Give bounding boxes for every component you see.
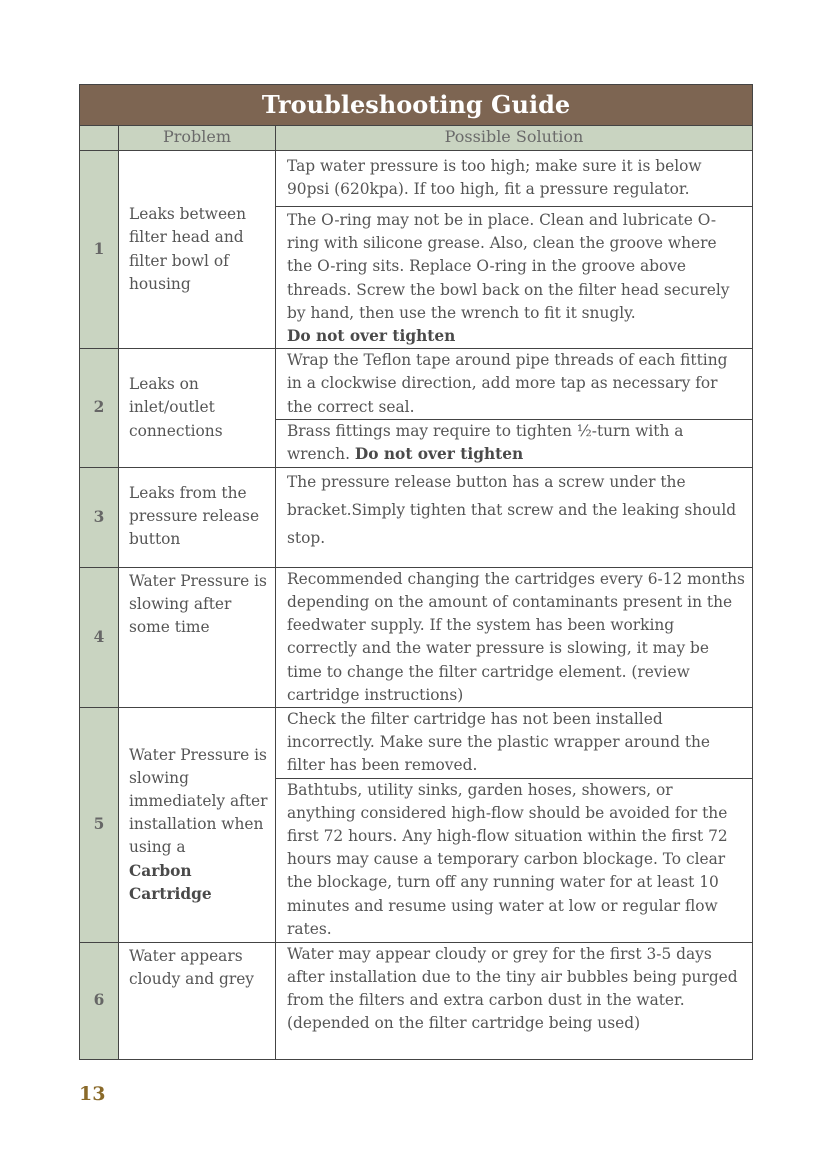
solution-cell — [276, 419, 753, 467]
warning-text: Do not over tighten — [354, 445, 524, 464]
problem-bold-text: Carbon Cartridge — [129, 861, 212, 903]
solution-cell: Wrap the Teflon tape around pipe threads of each fitting in a clockwise direction, add more tap as necessary for the correct seal. — [276, 349, 753, 420]
row-number: 3 — [80, 467, 119, 567]
page-number: 13 — [79, 1083, 106, 1105]
problem-cell: Leaks from the pressure release button — [119, 467, 276, 567]
solution-cell: Bathtubs, utility sinks, garden hoses, showers, or anything considered high-flow should be avoided for the first 72 hours. Any high-flow situation within the first 72 hours may cause a temporary carbon blockage. To clear the blockage, turn off any running water for at least 10 minutes and resume using water at low or regular flow rates. — [276, 778, 753, 942]
solution-text: Brass fittings may require to tighten ½-turn with a wrench. — [287, 421, 684, 464]
solution-text: The O-ring may not be in place. Clean and lubricate O-ring with silicone grease. Also, clean the groove where the O-ring sits. Replace O-ring in the groove above threads. Screw the bowl back on the filter head securely by hand, then use the wrench to fit it snugly. — [287, 211, 730, 322]
solution-cell: The pressure release button has a screw under the bracket.Simply tighten that screw and the leaking should stop. — [276, 467, 753, 567]
row-number: 2 — [80, 349, 119, 468]
row-number: 6 — [80, 942, 119, 1059]
row-number: 4 — [80, 567, 119, 707]
troubleshooting-table — [79, 84, 753, 1060]
header-solution: Possible Solution — [276, 126, 753, 151]
solution-cell: Recommended changing the cartridges every 6-12 months depending on the amount of contaminants present in the feedwater supply. If the system has been working correctly and the water pressure is slowing, it may be time to change the filter cartridge element. (review cartridge instructions) — [276, 567, 753, 707]
problem-text: Water Pressure is slowing immediately after installation when using a — [129, 745, 268, 857]
header-num — [80, 126, 119, 151]
problem-cell — [119, 708, 276, 943]
solution-cell — [276, 207, 753, 349]
table-title: Troubleshooting Guide — [80, 85, 753, 126]
problem-cell: Water Pressure is slowing after some time — [119, 567, 276, 707]
solution-cell: Water may appear cloudy or grey for the first 3-5 days after installation due to the tiny air bubbles being purged from the filters and extra carbon dust in the water. (depended on the filter cartridge being used) — [276, 942, 753, 1059]
problem-cell: Water appears cloudy and grey — [119, 942, 276, 1059]
header-problem: Problem — [119, 126, 276, 151]
row-number: 1 — [80, 151, 119, 349]
warning-text: Do not over tighten — [287, 327, 456, 346]
solution-cell: Check the filter cartridge has not been installed incorrectly. Make sure the plastic wrapper around the filter has been removed. — [276, 708, 753, 779]
problem-cell: Leaks on inlet/outlet connections — [119, 349, 276, 468]
problem-cell: Leaks between filter head and filter bowl of housing — [119, 151, 276, 349]
solution-cell: Tap water pressure is too high; make sure it is below 90psi (620kpa). If too high, fit a pressure regulator. — [276, 151, 753, 207]
row-number: 5 — [80, 708, 119, 943]
